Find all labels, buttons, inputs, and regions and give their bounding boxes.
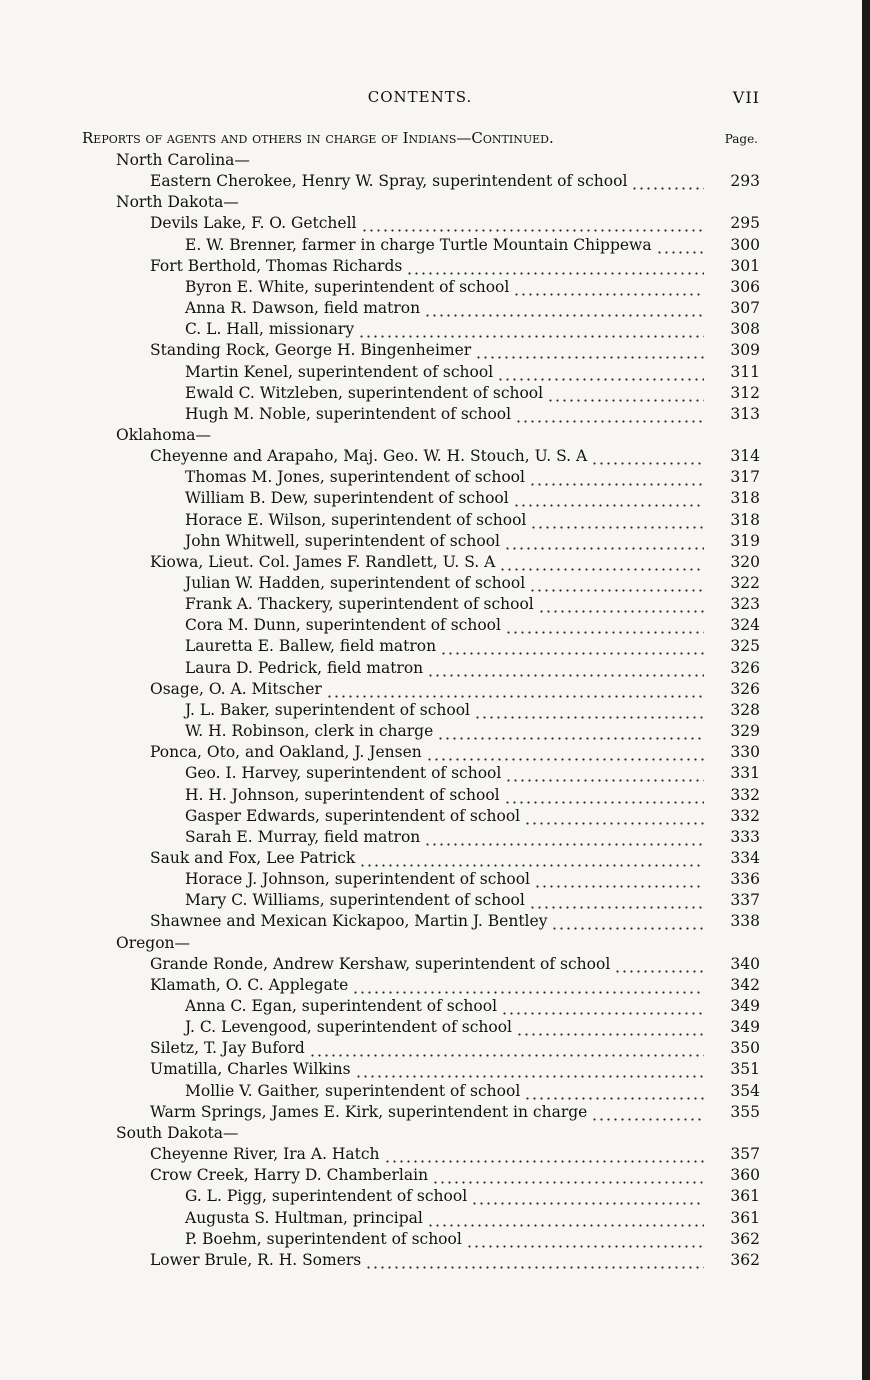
toc-entry-text: Cheyenne and Arapaho, Maj. Geo. W. H. Stouch, U. S. A bbox=[150, 447, 588, 465]
toc-page-number: 362 bbox=[730, 1230, 760, 1248]
toc-entry bbox=[0, 1208, 870, 1229]
toc-entry bbox=[0, 996, 870, 1017]
dot-leader bbox=[359, 848, 704, 869]
toc-page-number: 322 bbox=[730, 574, 760, 592]
toc-page-number: 324 bbox=[730, 616, 760, 634]
toc-entry-text: Klamath, O. C. Applegate bbox=[150, 976, 349, 994]
dot-leader bbox=[497, 362, 704, 383]
toc-entry-text: Sauk and Fox, Lee Patrick bbox=[150, 849, 356, 867]
toc-page-number: 317 bbox=[730, 468, 760, 486]
toc-entry bbox=[0, 954, 870, 975]
toc-entry-text: Devils Lake, F. O. Getchell bbox=[150, 214, 357, 232]
toc-entry bbox=[0, 615, 870, 636]
dot-leader bbox=[365, 1250, 704, 1271]
dot-leader bbox=[466, 1229, 704, 1250]
toc-entry-text: W. H. Robinson, clerk in charge bbox=[185, 722, 434, 740]
dot-leader bbox=[505, 615, 704, 636]
dot-leader bbox=[437, 721, 704, 742]
toc-entry-text: Crow Creek, Harry D. Chamberlain bbox=[150, 1166, 429, 1184]
toc-entry-text: Lower Brule, R. H. Somers bbox=[150, 1251, 362, 1269]
dot-leader bbox=[501, 996, 704, 1017]
toc-entry bbox=[0, 488, 870, 509]
toc-entry bbox=[0, 679, 870, 700]
toc-page-number: 325 bbox=[730, 637, 760, 655]
toc-entry-text: H. H. Johnson, superintendent of school bbox=[185, 786, 500, 804]
toc-page-number: 329 bbox=[730, 722, 760, 740]
dot-leader bbox=[551, 911, 704, 932]
toc-entry-text: P. Boehm, superintendent of school bbox=[185, 1230, 462, 1248]
toc-entry-text: John Whitwell, superintendent of school bbox=[185, 532, 500, 550]
toc-entry-text: Cora M. Dunn, superintendent of school bbox=[185, 616, 501, 634]
toc-page-number: 361 bbox=[730, 1187, 760, 1205]
toc-entry bbox=[0, 1081, 870, 1102]
dot-leader bbox=[529, 890, 704, 911]
dot-leader bbox=[474, 700, 704, 721]
toc-entry bbox=[0, 1059, 870, 1080]
toc-page-number: 312 bbox=[730, 384, 760, 402]
toc-entry-text: Oregon— bbox=[116, 934, 191, 952]
toc-entry-text: Thomas M. Jones, superintendent of school bbox=[185, 468, 525, 486]
toc-page-number: 319 bbox=[730, 532, 760, 550]
toc-entry bbox=[0, 256, 870, 277]
toc-entry bbox=[0, 446, 870, 467]
dot-leader bbox=[516, 1017, 704, 1038]
toc-page-number: 351 bbox=[730, 1060, 760, 1078]
toc-page-number: 309 bbox=[730, 341, 760, 359]
toc-entry-text: Hugh M. Noble, superintendent of school bbox=[185, 405, 512, 423]
toc-entry bbox=[0, 975, 870, 996]
toc-page-number: 332 bbox=[730, 786, 760, 804]
page-column-label: Page. bbox=[724, 132, 758, 146]
toc-entry bbox=[0, 806, 870, 827]
toc-entry bbox=[0, 1144, 870, 1165]
toc-entry-text: Shawnee and Mexican Kickapoo, Martin J. Bentley bbox=[150, 912, 548, 930]
toc-entry bbox=[0, 298, 870, 319]
toc-entry-text: South Dakota— bbox=[116, 1124, 239, 1142]
toc-page-number: 308 bbox=[730, 320, 760, 338]
dot-leader bbox=[432, 1165, 704, 1186]
toc-page-number: 337 bbox=[730, 891, 760, 909]
toc-entry-text: Anna C. Egan, superintendent of school bbox=[185, 997, 498, 1015]
toc-entry-text: Ponca, Oto, and Oakland, J. Jensen bbox=[150, 743, 422, 761]
toc-entry-text: G. L. Pigg, superintendent of school bbox=[185, 1187, 468, 1205]
toc-entry-text: Anna R. Dawson, field matron bbox=[185, 299, 421, 317]
header-title: CONTENTS. bbox=[367, 88, 473, 106]
toc-page-number: 306 bbox=[730, 278, 760, 296]
dot-leader bbox=[538, 594, 704, 615]
toc-page-number: 323 bbox=[730, 595, 760, 613]
toc-page-number: 300 bbox=[730, 236, 760, 254]
dot-leader bbox=[631, 171, 704, 192]
toc-page-number: 332 bbox=[730, 807, 760, 825]
dot-leader bbox=[355, 1059, 704, 1080]
toc-entry bbox=[0, 404, 870, 425]
toc-entry bbox=[0, 319, 870, 340]
toc-entry-text: Cheyenne River, Ira A. Hatch bbox=[150, 1145, 380, 1163]
toc-entry-text: Umatilla, Charles Wilkins bbox=[150, 1060, 351, 1078]
toc-entry bbox=[0, 636, 870, 657]
toc-entry bbox=[0, 1165, 870, 1186]
toc-state-heading bbox=[0, 1123, 870, 1144]
toc-entry-text: Frank A. Thackery, superintendent of school bbox=[185, 595, 534, 613]
toc-page-number: 326 bbox=[730, 659, 760, 677]
toc-entry-text: Mollie V. Gaither, superintendent of school bbox=[185, 1082, 521, 1100]
toc-entry bbox=[0, 785, 870, 806]
toc-entry-text: Mary C. Williams, superintendent of school bbox=[185, 891, 525, 909]
toc-entry-text: J. L. Baker, superintendent of school bbox=[185, 701, 471, 719]
toc-entry-text: North Dakota— bbox=[116, 193, 239, 211]
toc-state-heading bbox=[0, 150, 870, 171]
running-header bbox=[0, 88, 870, 110]
toc-page-number: 338 bbox=[730, 912, 760, 930]
toc-entry-text: Kiowa, Lieut. Col. James F. Randlett, U. S. A bbox=[150, 553, 496, 571]
dot-leader bbox=[591, 446, 704, 467]
toc-entry-text: Byron E. White, superintendent of school bbox=[185, 278, 510, 296]
toc-entry bbox=[0, 552, 870, 573]
toc-entry-text: Warm Springs, James E. Kirk, superintendent in charge bbox=[150, 1103, 588, 1121]
toc-state-heading bbox=[0, 933, 870, 954]
toc-page-number: 318 bbox=[730, 489, 760, 507]
dot-leader bbox=[504, 785, 704, 806]
dot-leader bbox=[471, 1186, 704, 1207]
toc-page-number: 313 bbox=[730, 405, 760, 423]
dot-leader bbox=[524, 1081, 704, 1102]
dot-leader bbox=[358, 319, 704, 340]
toc-entry-text: C. L. Hall, missionary bbox=[185, 320, 355, 338]
toc-page-number: 330 bbox=[730, 743, 760, 761]
toc-page-number: 314 bbox=[730, 447, 760, 465]
toc-entry-text: Lauretta E. Ballew, field matron bbox=[185, 637, 437, 655]
dot-leader bbox=[515, 404, 704, 425]
dot-leader bbox=[352, 975, 704, 996]
toc-page-number: 328 bbox=[730, 701, 760, 719]
toc-entry-text: Geo. I. Harvey, superintendent of school bbox=[185, 764, 502, 782]
toc-entry bbox=[0, 531, 870, 552]
toc-entry bbox=[0, 658, 870, 679]
toc-entry bbox=[0, 763, 870, 784]
toc-page-number: 333 bbox=[730, 828, 760, 846]
toc-page-number: 326 bbox=[730, 680, 760, 698]
toc-entry bbox=[0, 848, 870, 869]
toc-entry bbox=[0, 869, 870, 890]
toc-page-number: 360 bbox=[730, 1166, 760, 1184]
toc-entry bbox=[0, 1229, 870, 1250]
header-page-number: VII bbox=[732, 88, 760, 107]
toc-entry bbox=[0, 890, 870, 911]
toc-page-number: 318 bbox=[730, 511, 760, 529]
toc-entry-text: E. W. Brenner, farmer in charge Turtle Mountain Chippewa bbox=[185, 236, 652, 254]
toc-entry-text: Julian W. Hadden, superintendent of school bbox=[185, 574, 526, 592]
toc-entry bbox=[0, 1102, 870, 1123]
toc-page-number: 350 bbox=[730, 1039, 760, 1057]
toc-entry bbox=[0, 742, 870, 763]
toc-entry-text: Martin Kenel, superintendent of school bbox=[185, 363, 494, 381]
toc-entry-text: North Carolina— bbox=[116, 151, 250, 169]
dot-leader bbox=[361, 213, 704, 234]
toc-entry bbox=[0, 213, 870, 234]
dot-leader bbox=[426, 742, 704, 763]
toc-entry-text: Sarah E. Murray, field matron bbox=[185, 828, 421, 846]
toc-entry-text: Gasper Edwards, superintendent of school bbox=[185, 807, 521, 825]
dot-leader bbox=[499, 552, 704, 573]
toc-entry-text: Standing Rock, George H. Bingenheimer bbox=[150, 341, 472, 359]
toc-entry-text: Eastern Cherokee, Henry W. Spray, superintendent of school bbox=[150, 172, 628, 190]
section-heading bbox=[82, 129, 762, 149]
toc-page-number: 354 bbox=[730, 1082, 760, 1100]
section-heading-label: Reports of agents and others in charge of Indians—Continued. bbox=[82, 129, 554, 147]
toc-page-number: 349 bbox=[730, 997, 760, 1015]
toc-entry bbox=[0, 827, 870, 848]
dot-leader bbox=[427, 1208, 704, 1229]
dot-leader bbox=[530, 510, 704, 531]
toc-entry bbox=[0, 235, 870, 256]
toc-entry bbox=[0, 1038, 870, 1059]
dot-leader bbox=[505, 763, 704, 784]
toc-entry bbox=[0, 700, 870, 721]
toc-page-number: 331 bbox=[730, 764, 760, 782]
dot-leader bbox=[513, 277, 704, 298]
dot-leader bbox=[475, 340, 704, 361]
dot-leader bbox=[529, 573, 704, 594]
toc-entry-text: Laura D. Pedrick, field matron bbox=[185, 659, 424, 677]
toc-entry bbox=[0, 383, 870, 404]
dot-leader bbox=[529, 467, 704, 488]
toc-entry-text: William B. Dew, superintendent of school bbox=[185, 489, 509, 507]
toc-page-number: 336 bbox=[730, 870, 760, 888]
dot-leader bbox=[524, 806, 704, 827]
toc-page-number: 307 bbox=[730, 299, 760, 317]
toc-entry-text: Augusta S. Hultman, principal bbox=[185, 1209, 423, 1227]
toc-page-number: 295 bbox=[730, 214, 760, 232]
toc-page-number: 320 bbox=[730, 553, 760, 571]
dot-leader bbox=[424, 298, 704, 319]
toc-page-number: 357 bbox=[730, 1145, 760, 1163]
dot-leader bbox=[614, 954, 704, 975]
dot-leader bbox=[504, 531, 704, 552]
dot-leader bbox=[309, 1038, 704, 1059]
toc-page-number: 342 bbox=[730, 976, 760, 994]
dot-leader bbox=[591, 1102, 704, 1123]
toc-entry bbox=[0, 171, 870, 192]
toc-page-number: 355 bbox=[730, 1103, 760, 1121]
toc-page-number: 349 bbox=[730, 1018, 760, 1036]
toc-entry-text: Ewald C. Witzleben, superintendent of school bbox=[185, 384, 544, 402]
toc-entry-text: Fort Berthold, Thomas Richards bbox=[150, 257, 403, 275]
dot-leader bbox=[427, 658, 704, 679]
toc-page-number: 340 bbox=[730, 955, 760, 973]
toc-entry bbox=[0, 1186, 870, 1207]
toc-page-number: 362 bbox=[730, 1251, 760, 1269]
toc-page-number: 293 bbox=[730, 172, 760, 190]
toc-entry-text: Oklahoma— bbox=[116, 426, 212, 444]
toc-state-heading bbox=[0, 192, 870, 213]
toc-entry bbox=[0, 594, 870, 615]
dot-leader bbox=[513, 488, 704, 509]
toc-entry bbox=[0, 510, 870, 531]
toc-entry-text: Osage, O. A. Mitscher bbox=[150, 680, 322, 698]
toc-entry bbox=[0, 467, 870, 488]
toc-page-number: 311 bbox=[730, 363, 760, 381]
dot-leader bbox=[656, 235, 704, 256]
toc-entry bbox=[0, 362, 870, 383]
toc-entry bbox=[0, 573, 870, 594]
toc-entry bbox=[0, 911, 870, 932]
dot-leader bbox=[424, 827, 704, 848]
toc-entry bbox=[0, 277, 870, 298]
toc-state-heading bbox=[0, 425, 870, 446]
toc-entry-text: Horace E. Wilson, superintendent of school bbox=[185, 511, 527, 529]
toc-entry-text: Horace J. Johnson, superintendent of school bbox=[185, 870, 531, 888]
dot-leader bbox=[326, 679, 704, 700]
dot-leader bbox=[384, 1144, 704, 1165]
dot-leader bbox=[547, 383, 704, 404]
dot-leader bbox=[406, 256, 704, 277]
toc-entry bbox=[0, 721, 870, 742]
toc-entry bbox=[0, 1017, 870, 1038]
toc-page-number: 361 bbox=[730, 1209, 760, 1227]
dot-leader bbox=[440, 636, 704, 657]
toc-entry bbox=[0, 340, 870, 361]
toc-entry bbox=[0, 1250, 870, 1271]
toc-entry-text: Grande Ronde, Andrew Kershaw, superintendent of school bbox=[150, 955, 611, 973]
toc-page-number: 301 bbox=[730, 257, 760, 275]
toc-entry-text: J. C. Levengood, superintendent of school bbox=[185, 1018, 512, 1036]
toc-entry-text: Siletz, T. Jay Buford bbox=[150, 1039, 305, 1057]
toc-page-number: 334 bbox=[730, 849, 760, 867]
dot-leader bbox=[534, 869, 704, 890]
